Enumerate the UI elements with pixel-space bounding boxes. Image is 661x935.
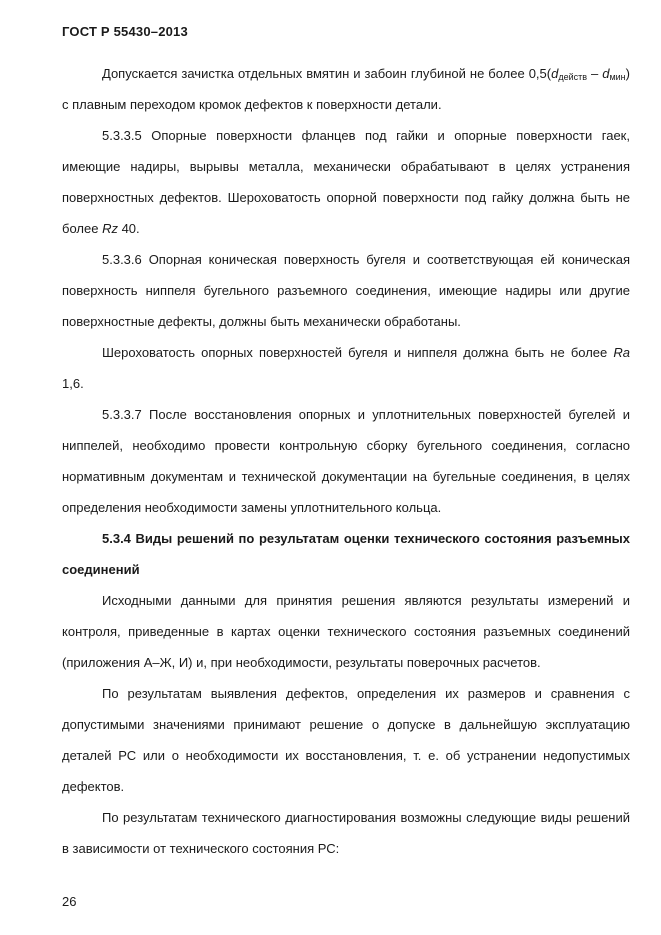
paragraph-defect-results: По результатам выявления дефектов, определения их размеров и сравнения с допустимыми значениями принимают решение о допуске в дальнейшую эксплуатацию деталей РС или о необходимости их восстановления, т. е. об устранении недопустимых дефектов.: [62, 686, 630, 794]
section-heading-5-3-4: 5.3.4 Виды решений по результатам оценки технического состояния разъемных соединений: [62, 531, 630, 577]
paragraph-cleaning-dents: [62, 58, 630, 120]
roughness-symbol: Rz: [102, 221, 118, 236]
page-number: 26: [62, 894, 77, 909]
paragraph-roughness-bugel: [62, 337, 630, 399]
paragraph-input-data: Исходными данными для принятия решения являются результаты измерений и контроля, приведенные в картах оценки технического состояния разъемных соединений (приложения А–Ж, И) и, при необходимости, результаты поверочных расчетов.: [62, 593, 630, 670]
roughness-value: 40.: [117, 221, 140, 236]
formula-symbol: d: [602, 66, 610, 81]
formula-subscript: мин: [609, 72, 626, 82]
paragraph-diagnostics-decisions: По результатам технического диагностирования возможны следующие виды решений в зависимости от технического состояния РС:: [62, 810, 630, 856]
paragraph-5-3-3-6: 5.3.3.6 Опорная коническая поверхность бугеля и соответствующая ей коническая поверхность ниппеля бугельного разъемного соединения, имеющие надиры или другие поверхностные дефекты, должны быть механически обработаны.: [62, 252, 630, 329]
roughness-value: 1,6.: [62, 376, 84, 391]
document-body: [62, 58, 630, 864]
paragraph-text: Шероховатость опорных поверхностей бугеля и ниппеля должна быть не более: [102, 345, 614, 360]
paragraph-text: Допускается зачистка отдельных вмятин и забоин глубиной не более 0,5(: [102, 66, 552, 81]
document-header: ГОСТ Р 55430–2013: [62, 24, 188, 39]
paragraph-5-3-3-7: 5.3.3.7 После восстановления опорных и уплотнительных поверхностей бугелей и ниппелей, необходимо провести контрольную сборку бугельного соединения, согласно нормативным документам и технической документации на бугельные соединения, в целях определения необходимости замены уплотнительного кольца.: [62, 407, 630, 515]
formula-subscript: действ: [558, 72, 588, 82]
paragraph-5-3-3-5: [62, 120, 630, 244]
formula-operator: –: [587, 66, 603, 81]
formula-symbol: d: [551, 66, 559, 81]
roughness-symbol: Ra: [613, 345, 630, 360]
paragraph-text: ) с плавным переходом кромок дефектов к поверхности детали.: [62, 66, 630, 112]
paragraph-text: 5.3.3.5 Опорные поверхности фланцев под гайки и опорные поверхности гаек, имеющие надиры, вырывы металла, механически обрабатывают в целях устранения поверхностных дефектов. Шероховатость опорной поверхности под гайку должна быть не более: [62, 128, 630, 236]
